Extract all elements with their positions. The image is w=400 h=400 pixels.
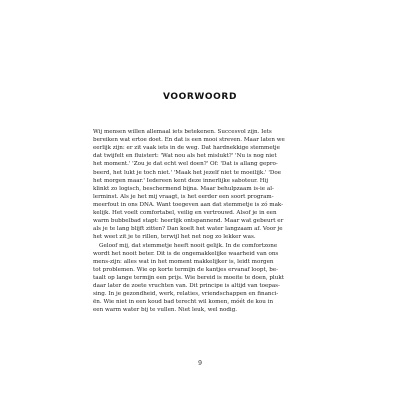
body-text [93,128,318,315]
text-line: ën. Wie niet in een koud bad terecht wil komen, móét de kou in [93,299,274,306]
text-line: mens-zijn: alles wat in het moment makkelijker is, leidt morgen [93,258,274,265]
text-line: het moment.' 'Zou je dat echt wel doen?' Of: 'Dat is allang gepro- [93,161,278,168]
text-line: warm bubbelbad stapt: heerlijk ontspannend. Maar wat gebeurt er [93,218,284,225]
text-line: kelijk. Het voelt comfortabel, veilig en vertrouwd. Alsof je in een [93,210,277,217]
page-number: 9 [198,360,202,367]
text-line: het morgen maar.' Iedereen kent deze innerlijke saboteur. Hij [93,177,269,184]
text-line: sing. In je gezondheid, werk, relaties, vriendschappen en financi- [93,291,279,298]
text-line: meerfout in ons DNA. Want toegeven aan dat stemmetje is zó mak- [93,201,284,208]
text-line: bereiken wat ertoe doet. En dat is een mooi streven. Maar laten we [93,137,285,144]
text-line: het weet zit je te rillen, terwijl het net nog zo lekker was. [93,234,256,241]
text-line: tot problemen. Wie op korte termijn de kantjes ervanaf loopt, be- [93,266,279,273]
text-line: als je te lang blijft zitten? Dan koelt het water langzaam af. Voor je [93,226,283,233]
text-line: daar later de zoete vruchten van. Dit principe is altijd van toepas- [93,283,280,290]
text-line: klinkt zo logisch, beschermend bijna. Maar behulpzaam is-ie al- [93,185,274,192]
text-line: een warm water bij te vullen. Niet leuk, wel nodig. [93,307,238,314]
text-line: eerlijk zijn: er zit vaak iets in de weg. Dat hardnekkige stemmetje [93,145,280,152]
text-line: wordt het nooit beter. Dit is de ongemakkelijke waarheid van ons [93,250,279,257]
text-line-indented: Geloof mij, dat stemmetje heeft nooit gelijk. In de comfortzone [99,242,278,249]
chapter-title: VOORWOORD [162,92,238,102]
text-line: Wij mensen willen allemaal iets betekenen. Succesvol zijn. Iets [93,129,272,135]
text-line: dat twijfelt en fluistert: 'Wat nou als het mislukt?' 'Nu is nog niet [93,153,277,160]
text-line: beerd, het lukt je toch niet.' 'Maak het jezelf niet te moeilijk.' 'Doe [93,169,282,176]
text-line: taalt op lange termijn een prijs. Wie bereid is moeite te doen, plukt [93,274,284,281]
text-line: lerminst. Als je het mij vraagt, is het eerder een soort program- [93,193,274,200]
